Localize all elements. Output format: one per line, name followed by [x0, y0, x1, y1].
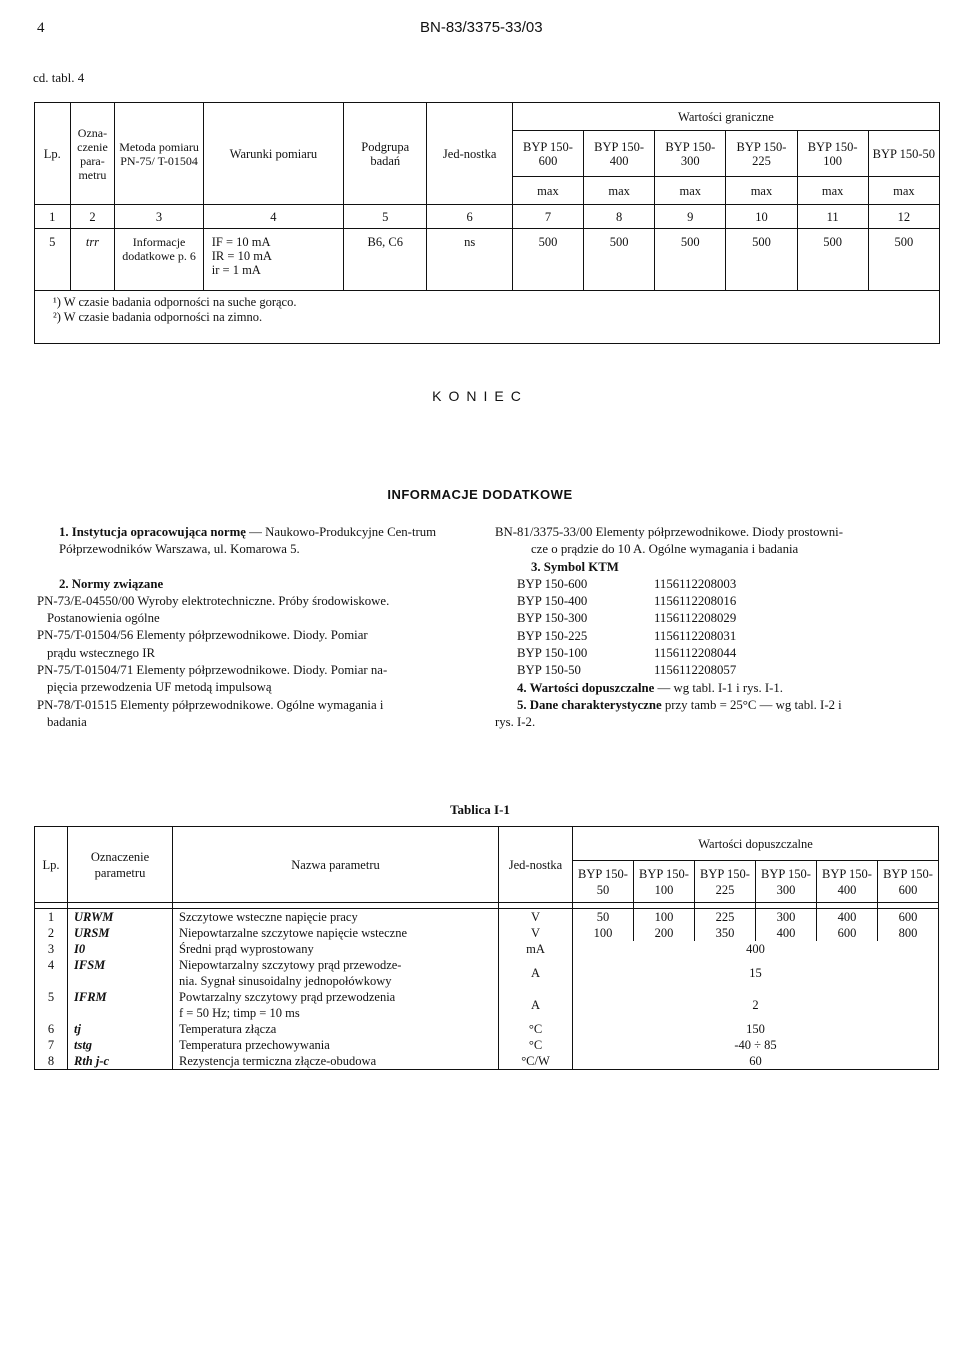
item-4	[495, 680, 940, 697]
table-cell: 5	[35, 989, 68, 1021]
table-row	[35, 989, 939, 1021]
head-metoda: Metoda pomiaru PN-75/ T-01504	[115, 103, 203, 205]
row-metoda: Informacje dodatkowe p. 6	[115, 229, 203, 291]
text-span: 1156112208031	[654, 628, 737, 643]
text-span: 1156112208029	[654, 611, 737, 626]
table-cell: Temperatura przechowywania	[173, 1037, 499, 1053]
list-item	[517, 576, 940, 593]
col-number: 2	[70, 205, 115, 229]
head-podgrupa: Podgrupa badań	[344, 103, 427, 205]
list-item	[517, 645, 940, 662]
head-lp: Lp.	[35, 103, 71, 205]
row-value: 500	[726, 229, 797, 291]
col-number: 12	[868, 205, 939, 229]
item-2-title: 2. Normy związane	[59, 576, 164, 591]
col-number: 7	[512, 205, 583, 229]
head-jednostka: Jed-nostka	[427, 103, 512, 205]
table-cell: URSM	[68, 925, 173, 941]
table-cell: Rezystencja termiczna złącze-obudowa	[173, 1053, 499, 1070]
table-cell: 8	[35, 1053, 68, 1070]
table-cell: 225	[695, 909, 756, 926]
col-number: 4	[203, 205, 343, 229]
table-cell: 400	[573, 941, 939, 957]
table-cell: tj	[68, 1021, 173, 1037]
note-2: ²) W czasie badania odporności na zimno.	[53, 310, 263, 324]
row-podgrupa: B6, C6	[344, 229, 427, 291]
info-right-column	[495, 524, 940, 732]
table-notes	[35, 291, 940, 344]
norm-line: badania	[47, 714, 87, 729]
item-4-text: — wg tabl. I-1 i rys. I-1.	[654, 680, 783, 695]
table-row	[35, 229, 940, 291]
condition-line: ir = 1 mA	[211, 263, 261, 277]
info-title: INFORMACJE DODATKOWE	[387, 487, 573, 502]
table-cell: Rth j-c	[68, 1053, 173, 1070]
head-warunki: Warunki pomiaru	[203, 103, 343, 205]
table-row	[35, 925, 939, 941]
table-cell: 2	[35, 925, 68, 941]
table-cell: V	[499, 925, 573, 941]
table-cell: 100	[573, 925, 634, 941]
item-4-title: 4. Wartości dopuszczalne	[517, 680, 655, 695]
table-cell: V	[499, 909, 573, 926]
head-wartosci: Wartości graniczne	[512, 103, 939, 131]
table-cell: 150	[573, 1021, 939, 1037]
bn-line: BN-81/3375-33/00 Elementy półprzewodnikowe. Diody prostowni-	[495, 525, 843, 539]
head-type: BYP 150-300	[756, 861, 817, 903]
row-symbol: trr	[70, 229, 115, 291]
table-cell: °C	[499, 1037, 573, 1053]
table-cell: Niepowtarzalny szczytowy prąd przewodze- nia. Sygnał sinusoidalny jednopołówkowy	[173, 957, 499, 989]
col-number: 9	[655, 205, 726, 229]
item-1-title: 1. Instytucja opracowująca normę	[59, 525, 246, 539]
row-value: 500	[584, 229, 655, 291]
col-number: 5	[344, 205, 427, 229]
text-span: 1156112208057	[654, 663, 737, 678]
table-row	[35, 909, 939, 926]
table-cell: A	[499, 957, 573, 989]
row-value: 500	[512, 229, 583, 291]
head-max: max	[584, 177, 655, 205]
document-code: BN-83/3375-33/03	[420, 19, 543, 36]
norm-line: Postanowienia ogólne	[47, 611, 160, 626]
table-cell: mA	[499, 941, 573, 957]
head-wartosci: Wartości dopuszczalne	[573, 827, 939, 861]
text-span: BYP 150-50	[517, 663, 581, 678]
table-cell: Średni prąd wyprostowany	[173, 941, 499, 957]
table-cell: °C/W	[499, 1053, 573, 1070]
row-value: 500	[868, 229, 939, 291]
table-cell: Niepowtarzalne szczytowe napięcie wsteczne	[173, 925, 499, 941]
text-span: BYP 150-100	[517, 646, 588, 661]
head-type: BYP 150-100	[634, 861, 695, 903]
continuation-label: cd. tabl. 4	[33, 70, 85, 85]
item-5-text: przy tamb = 25°C — wg tabl. I-2 i	[661, 697, 842, 712]
text-span: BYP 150-600	[517, 576, 588, 591]
head-max: max	[655, 177, 726, 205]
head-lp: Lp.	[35, 827, 68, 903]
row-jednostka: ns	[427, 229, 512, 291]
head-type: BYP 150-100	[797, 131, 868, 177]
table-cell: 50	[573, 909, 634, 926]
info-left-column	[37, 524, 477, 731]
table-row	[35, 957, 939, 989]
bn-line: cze o prądzie do 10 A. Ogólne wymagania i badania	[531, 542, 799, 557]
col-number: 10	[726, 205, 797, 229]
table-4-continued	[34, 102, 940, 344]
table-cell: 6	[35, 1021, 68, 1037]
table-i1-title: Tablica I-1	[450, 802, 510, 817]
item-5-cont: rys. I-2.	[495, 715, 536, 730]
table-cell: 200	[634, 925, 695, 941]
head-type: BYP 150-225	[726, 131, 797, 177]
item-1	[37, 524, 477, 559]
table-cell: -40 ÷ 85	[573, 1037, 939, 1053]
norm-line: prądu wstecznego IR	[47, 645, 156, 660]
list-item	[517, 628, 940, 645]
col-number: 11	[797, 205, 868, 229]
page-number: 4	[37, 20, 45, 36]
row-value: 500	[655, 229, 726, 291]
head-oznaczenie: Oznaczenie parametru	[68, 827, 173, 903]
head-max: max	[512, 177, 583, 205]
koniec-heading: KONIEC	[432, 388, 528, 404]
item-1-text: — Naukowo-Produkcyjne Cen-trum Półprzewodników Warszawa, ul. Komarowa 5.	[59, 525, 437, 557]
table-cell: 800	[878, 925, 939, 941]
table-cell: Temperatura złącza	[173, 1021, 499, 1037]
text-span: 1156112208016	[654, 594, 737, 609]
table-cell: 600	[878, 909, 939, 926]
item-3-title: 3. Symbol KTM	[531, 559, 619, 574]
table-cell: 3	[35, 941, 68, 957]
table-cell: 1	[35, 909, 68, 926]
head-type: BYP 150-50	[868, 131, 939, 177]
norm-line: pięcia przewodzenia UF metodą impulsową	[47, 680, 272, 695]
head-type: BYP 150-50	[573, 861, 634, 903]
head-nazwa: Nazwa parametru	[173, 827, 499, 903]
text-span: BYP 150-400	[517, 594, 588, 609]
table-cell: tstg	[68, 1037, 173, 1053]
col-number: 6	[427, 205, 512, 229]
table-cell: 100	[634, 909, 695, 926]
head-jednostka: Jed-nostka	[499, 827, 573, 903]
head-max: max	[797, 177, 868, 205]
head-oznaczenie: Ozna-czenie para-metru	[70, 103, 115, 205]
head-max: max	[726, 177, 797, 205]
norm-line: PN-75/T-01504/71 Elementy półprzewodnikowe. Diody. Pomiar na-	[37, 663, 388, 678]
text-span: 1156112208003	[654, 576, 737, 591]
table-row	[35, 1053, 939, 1070]
condition-line: IR = 10 mA	[211, 249, 272, 263]
table-cell: 400	[817, 909, 878, 926]
item-5	[495, 697, 940, 714]
table-cell: 4	[35, 957, 68, 989]
col-number: 1	[35, 205, 71, 229]
table-cell: IFRM	[68, 989, 173, 1021]
table-cell: °C	[499, 1021, 573, 1037]
norm-line: PN-75/T-01504/56 Elementy półprzewodnikowe. Diody. Pomiar	[37, 628, 368, 643]
note-1: ¹) W czasie badania odporności na suche gorąco.	[53, 295, 297, 309]
head-type: BYP 150-225	[695, 861, 756, 903]
table-cell: I0	[68, 941, 173, 957]
table-cell: Powtarzalny szczytowy prąd przewodzenia f = 50 Hz; timp = 10 ms	[173, 989, 499, 1021]
list-item	[517, 662, 940, 679]
item-5-title: 5. Dane charakterystyczne	[517, 697, 662, 712]
table-cell: Szczytowe wsteczne napięcie pracy	[173, 909, 499, 926]
table-cell: 350	[695, 925, 756, 941]
col-number: 8	[584, 205, 655, 229]
table-i1	[34, 826, 939, 1070]
row-lp: 5	[35, 229, 71, 291]
row-warunki	[203, 229, 343, 291]
list-item	[517, 593, 940, 610]
row-value: 500	[797, 229, 868, 291]
table-cell: 7	[35, 1037, 68, 1053]
text-span: 1156112208044	[654, 646, 737, 661]
table-cell: 60	[573, 1053, 939, 1070]
head-max: max	[868, 177, 939, 205]
head-type: BYP 150-400	[584, 131, 655, 177]
table-row	[35, 1021, 939, 1037]
text-span: BYP 150-225	[517, 628, 588, 643]
table-cell: URWM	[68, 909, 173, 926]
head-type: BYP 150-600	[878, 861, 939, 903]
head-type: BYP 150-600	[512, 131, 583, 177]
col-number: 3	[115, 205, 203, 229]
list-item	[517, 610, 940, 627]
table-row	[35, 1037, 939, 1053]
table-cell: 2	[573, 989, 939, 1021]
ktm-list	[495, 576, 940, 680]
table-cell: 15	[573, 957, 939, 989]
table-row	[35, 941, 939, 957]
table-cell: 300	[756, 909, 817, 926]
head-type: BYP 150-400	[817, 861, 878, 903]
condition-line: IF = 10 mA	[211, 235, 271, 249]
head-type: BYP 150-300	[655, 131, 726, 177]
norm-line: PN-78/T-01515 Elementy półprzewodnikowe. Ogólne wymagania i	[37, 697, 384, 712]
table-cell: IFSM	[68, 957, 173, 989]
table-cell: 600	[817, 925, 878, 941]
norm-line: PN-73/E-04550/00 Wyroby elektrotechniczne. Próby środowiskowe.	[37, 593, 390, 608]
text-span: BYP 150-300	[517, 611, 588, 626]
table-cell: A	[499, 989, 573, 1021]
table-cell: 400	[756, 925, 817, 941]
